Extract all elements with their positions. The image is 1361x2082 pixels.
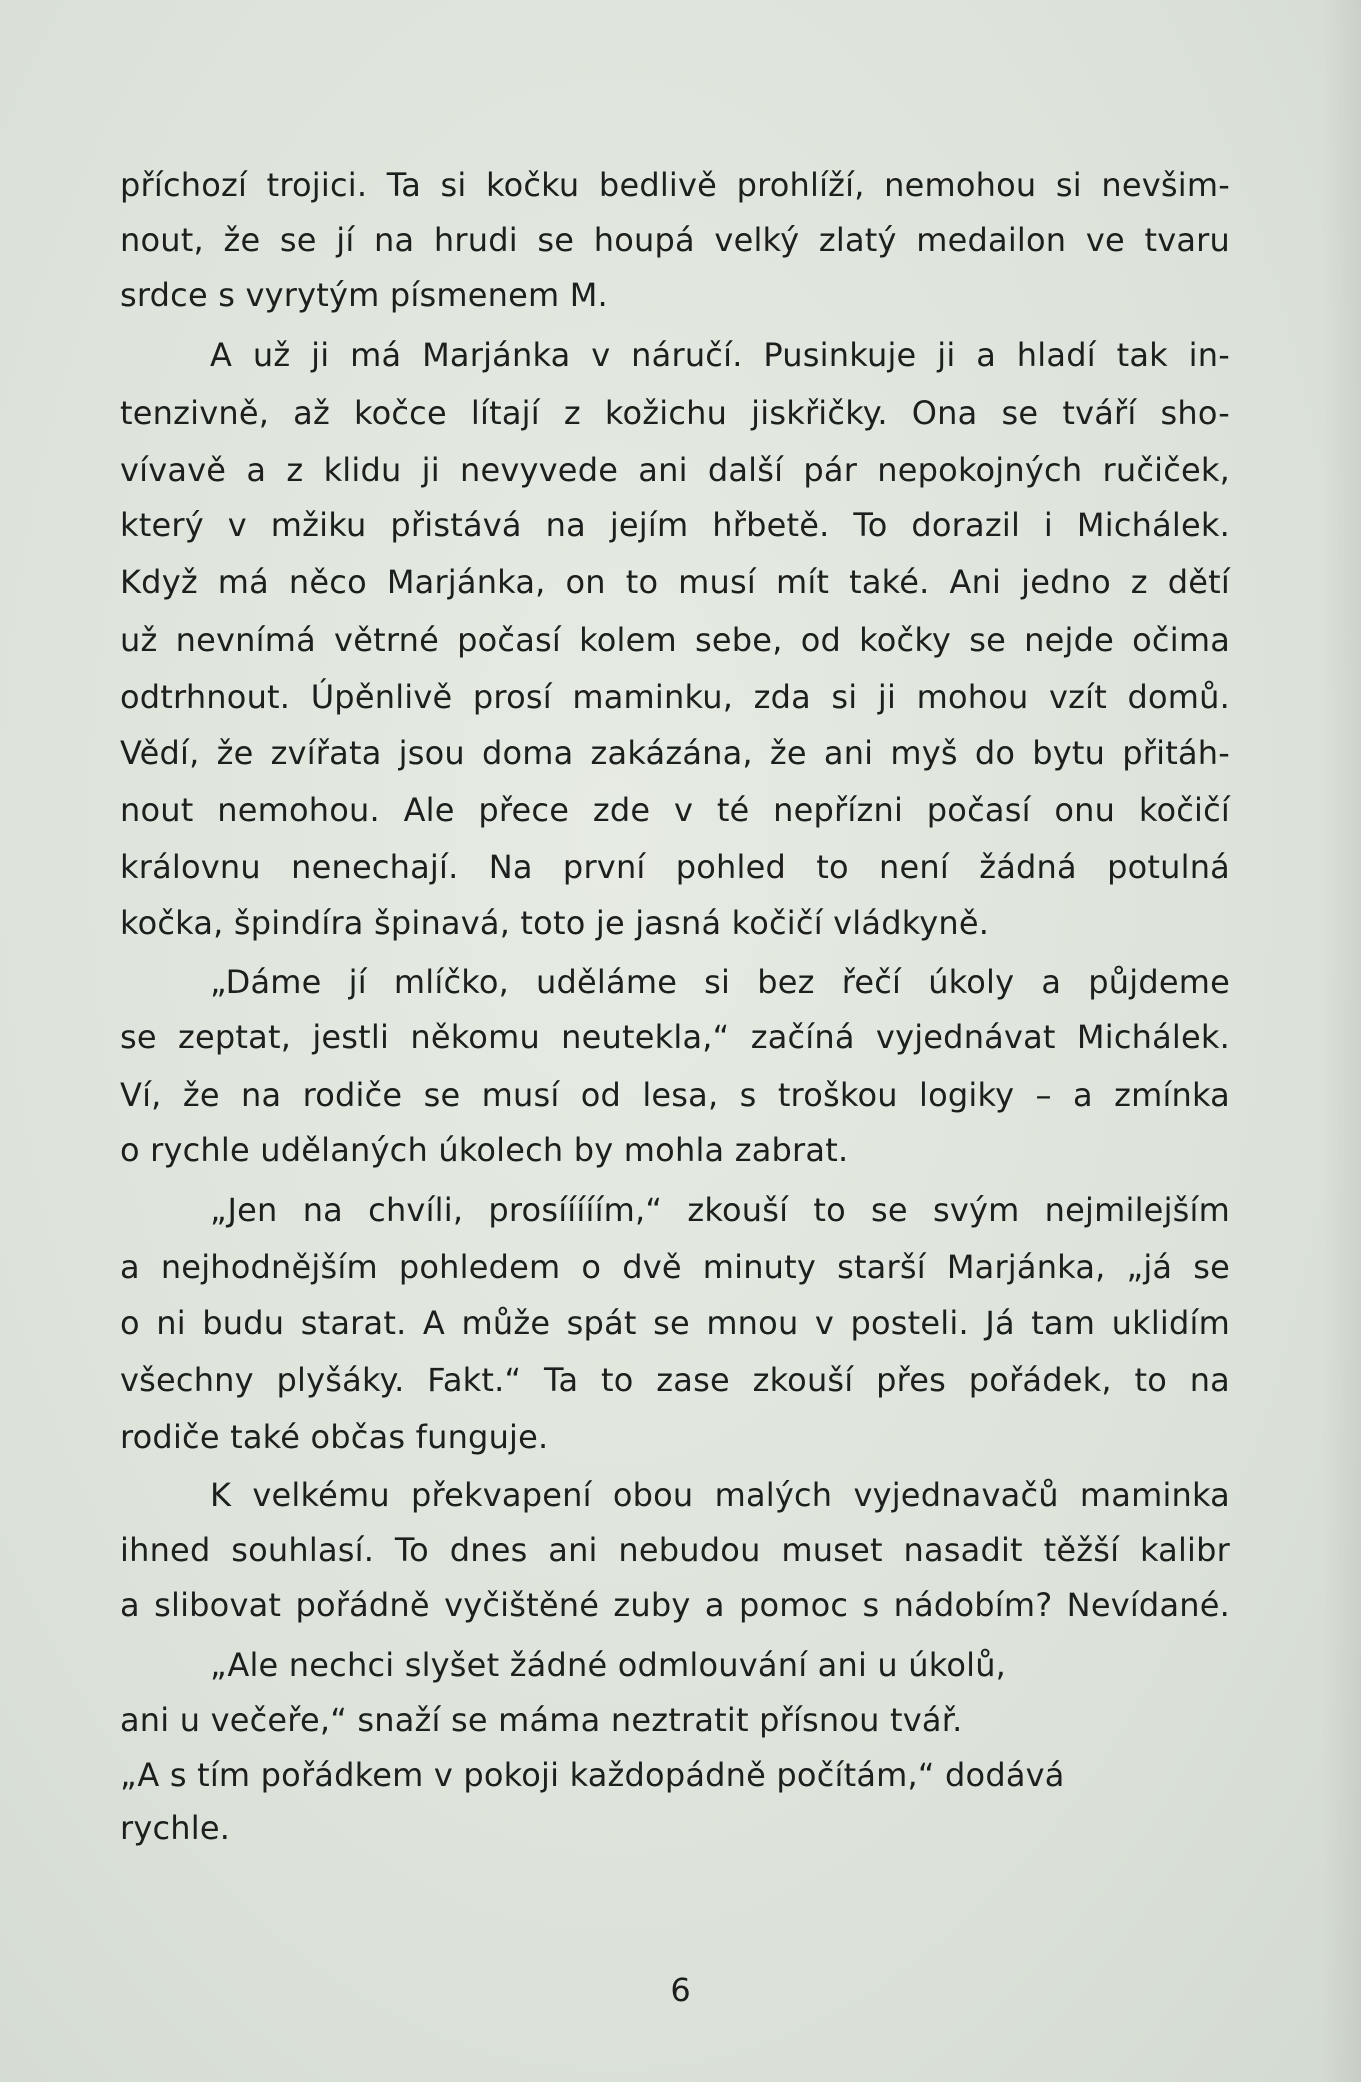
text-line: vívavě a z klidu ji nevyvede ani další pár nepokojných ručiček, [120,451,1230,489]
text-line: už nevnímá větrné počasí kolem sebe, od kočky se nejde očima [120,621,1230,659]
text-line: královnu nenechají. Na první pohled to není žádná potulná [120,848,1230,886]
text-line: A už ji má Marjánka v náručí. Pusinkuje ji a hladí tak in- [210,336,1230,374]
page-edge-shadow [1321,0,1361,2082]
text-line: K velkému překvapení obou malých vyjednavačů maminka [210,1476,1230,1514]
text-line: Ví, že na rodiče se musí od lesa, s troškou logiky – a zmínka [120,1076,1230,1114]
text-line: který v mžiku přistává na jejím hřbetě. To dorazil i Michálek. [120,506,1230,544]
text-line: „Jen na chvíli, prosííííím,“ zkouší to se svým nejmilejším [210,1191,1230,1229]
text-line: o rychle udělaných úkolech by mohla zabrat. [120,1131,849,1169]
text-line: ani u večeře,“ snaží se máma neztratit přísnou tvář. [120,1701,963,1739]
text-line: rodiče také občas funguje. [120,1418,549,1456]
text-line: srdce s vyrytým písmenem M. [120,276,608,314]
text-line: Když má něco Marjánka, on to musí mít také. Ani jedno z dětí [120,563,1230,601]
page-number: 6 [670,1971,691,2009]
text-line: příchozí trojici. Ta si kočku bedlivě prohlíží, nemohou si nevšim- [120,166,1230,204]
text-line: rychle. [120,1809,231,1847]
text-line: kočka, špindíra špinavá, toto je jasná kočičí vládkyně. [120,904,990,942]
text-line: a nejhodnějším pohledem o dvě minuty starší Marjánka, „já se [120,1248,1230,1286]
text-line: a slibovat pořádně vyčištěné zuby a pomoc s nádobím? Nevídané. [120,1586,1230,1624]
text-line: nout nemohou. Ale přece zde v té nepřízni počasí onu kočičí [120,791,1230,829]
text-line: tenzivně, až kočce lítají z kožichu jiskřičky. Ona se tváří sho- [120,394,1230,432]
text-line: Vědí, že zvířata jsou doma zakázána, že ani myš do bytu přitáh- [120,734,1230,772]
text-line: se zeptat, jestli někomu neutekla,“ začíná vyjednávat Michálek. [120,1018,1230,1056]
text-line: „Ale nechci slyšet žádné odmlouvání ani u úkolů, [210,1646,1007,1684]
text-line: odtrhnout. Úpěnlivě prosí maminku, zda si ji mohou vzít domů. [120,678,1230,716]
text-line: o ni budu starat. A může spát se mnou v posteli. Já tam uklidím [120,1304,1230,1342]
text-line: ihned souhlasí. To dnes ani nebudou muset nasadit těžší kalibr [120,1531,1230,1569]
text-line: „Dáme jí mlíčko, uděláme si bez řečí úkoly a půjdeme [210,963,1230,1001]
text-line: nout, že se jí na hrudi se houpá velký zlatý medailon ve tvaru [120,221,1230,259]
text-line: „A s tím pořádkem v pokoji každopádně počítám,“ dodává [120,1756,1065,1794]
text-line: všechny plyšáky. Fakt.“ Ta to zase zkouší přes pořádek, to na [120,1361,1230,1399]
